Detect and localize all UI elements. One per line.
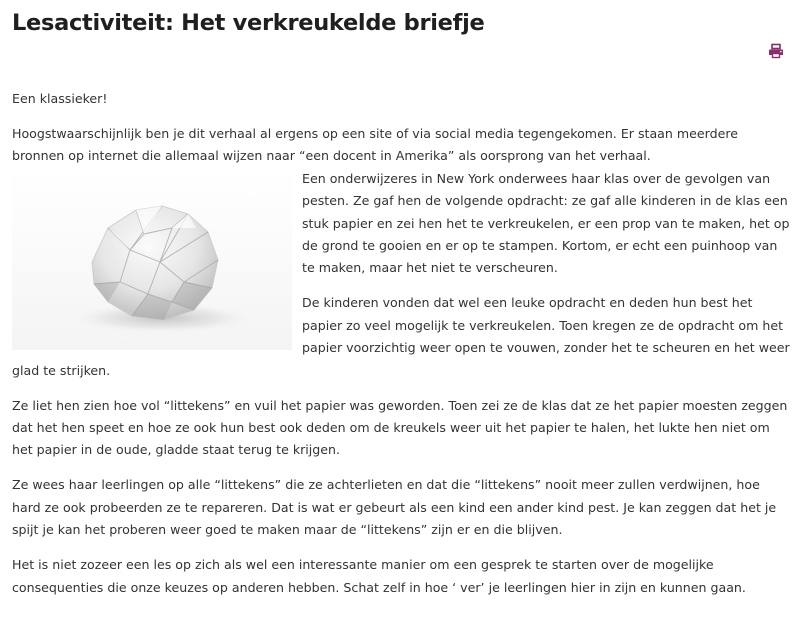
story-paragraph-1: Een onderwijzeres in New York onderwees haar klas over de gevolgen van pesten. Ze gaf hen de volgende opdracht: ze gaf alle kinderen in de klas een stuk papier en zei hen het te verkreukelen, er een prop van te maken, het op de grond te gooien en er op te stampen. Kortom, er echt een puinhoop van te maken, maar het niet te verscheuren. xyxy=(302,170,790,276)
page-title: Lesactiviteit: Het verkreukelde briefje xyxy=(12,10,485,36)
source-paragraph: Hoogstwaarschijnlijk ben je dit verhaal al ergens op een site of via social media tegengekomen. Er staan meerdere bronnen op internet die allemaal wijzen naar “een docent in Amerika” als oorsprong van het verhaal. xyxy=(12,126,738,164)
print-icon xyxy=(768,43,784,59)
crumpled-paper-image xyxy=(12,170,292,350)
print-button[interactable] xyxy=(768,43,784,59)
article-body xyxy=(12,88,791,612)
story-paragraph-2: De kinderen vonden dat wel een leuke opdracht en deden hun best het papier zo veel mogelijk te verkreukelen. Toen kregen ze de opdracht om het papier voorzichtig weer open te vouwen, zonder het te scheuren en het weer glad te strijken. xyxy=(12,295,790,378)
intro-paragraph: Een klassieker! xyxy=(12,91,108,106)
story-paragraph-4: Ze wees haar leerlingen op alle “littekens” die ze achterlieten en dat die “littekens” nooit meer zullen verdwijnen, hoe hard ze ook probeerden ze te repareren. Dat is wat er gebeurt als een kind een ander kind pest. Je kan zeggen dat het je spijt je kan het proberen weer goed te maken maar de “littekens” zijn er en die blijven. xyxy=(12,477,777,538)
closing-paragraph: Het is niet zozeer een les op zich als wel een interessante manier om een gesprek te starten over de mogelijke consequenties die onze keuzes op anderen hebben. Schat zelf in hoe ‘ ver’ je leerlingen hier in zijn en kunnen gaan. xyxy=(12,557,746,595)
story-paragraph-3: Ze liet hen zien hoe vol “littekens” en vuil het papier was geworden. Toen zei ze de klas dat ze het papier moesten zeggen dat het hen speet en hoe ze ook hun best ook deden om de kreukels weer uit het papier te halen, het lukte hen niet om het papier in de oude, gladde staat terug te krijgen. xyxy=(12,397,788,458)
